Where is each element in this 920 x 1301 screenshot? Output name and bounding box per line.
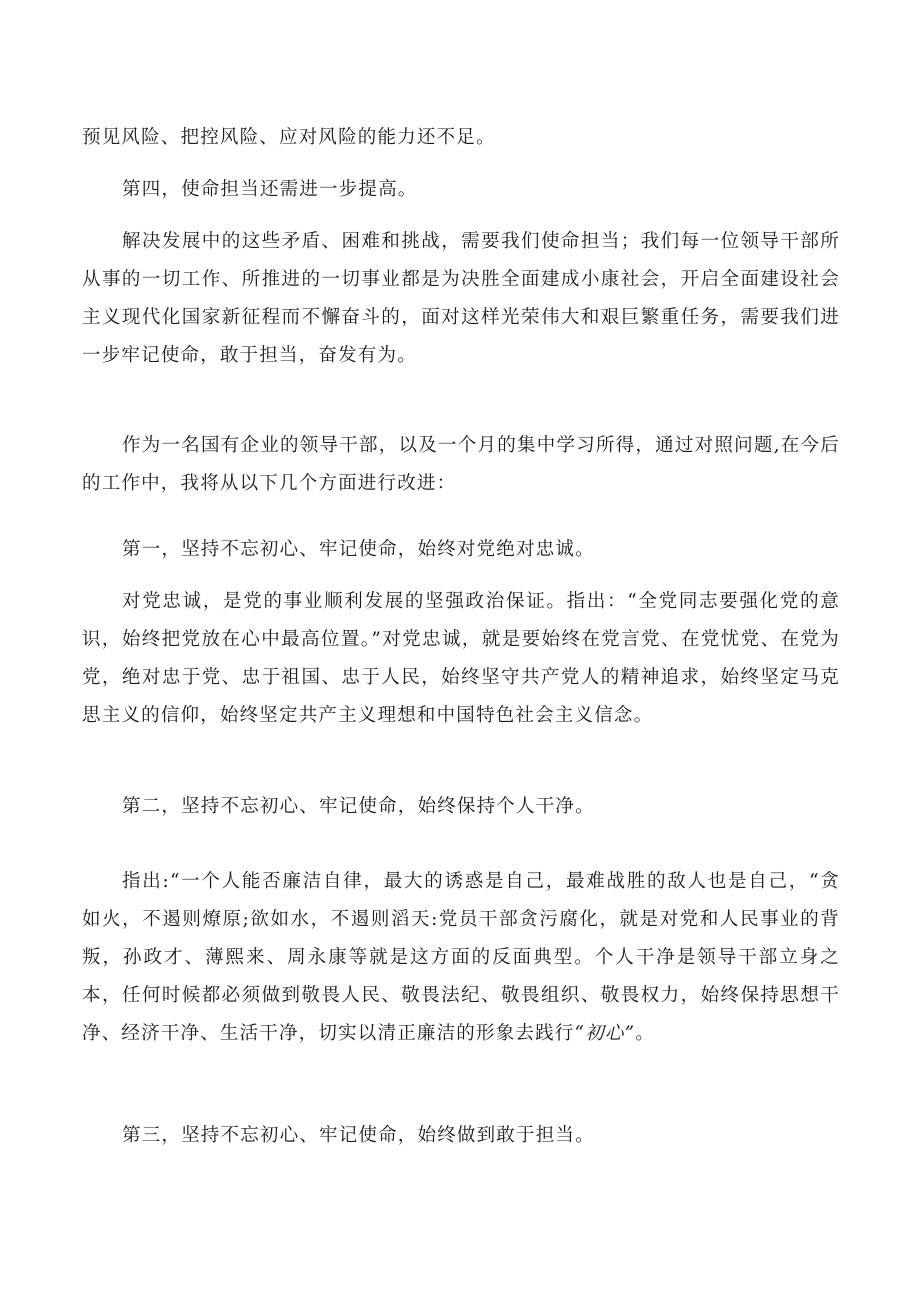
paragraph-9: 第三，坚持不忘初心、牢记使命，始终做到敢于担当。	[122, 1125, 595, 1146]
paragraph-6: 对党忠诚，是党的事业顺利发展的坚强政治保证。指出：“全党同志要强化党的意识，始终把党放在心中最高位置。”对党忠诚，就是要始终在党言党、在党忧党、在党为党，绝对忠于党、忠于祖国、忠于人民，始终坚守共产党人的精神追求，始终坚定马克思主义的信仰，始终坚定共产主义理想和中国特色社会主义信念。	[82, 591, 840, 726]
paragraph-2: 第四，使命担当还需进一步提高。	[122, 179, 418, 200]
paragraph-3: 解决发展中的这些矛盾、困难和挑战，需要我们使命担当；我们每一位领导干部所从事的一切工作、所推进的一切事业都是为决胜全面建成小康社会，开启全面建设社会主义现代化国家新征程而不懈奋斗的，面对这样光荣伟大和艰巨繁重任务，需要我们进一步牢记使命，敢于担当，奋发有为。	[82, 231, 840, 366]
paragraph-8-end: 。	[635, 1023, 655, 1044]
paragraph-5: 第一，坚持不忘初心、牢记使命，始终对党绝对忠诚。	[122, 539, 595, 560]
paragraph-1: 预见风险、把控风险、应对风险的能力还不足。	[82, 127, 496, 148]
paragraph-7: 第二，坚持不忘初心、牢记使命，始终保持个人干净。	[122, 796, 595, 817]
paragraph-8-italic: “初心”	[574, 1023, 636, 1044]
paragraph-8-main: 指出:“一个人能否廉洁自律，最大的诱惑是自己，最难战胜的敌人也是自己，“贪如火，不遏则燎原;欲如水，不遏则滔天:党员干部贪污腐化，就是对党和人民事业的背叛，孙政才、薄熙来、周永康等就是这方面的反面典型。个人干净是领导干部立身之本，任何时候都必须做到敬畏人民、敬畏法纪、敬畏组织、敬畏权力，始终保持思想干净、经济干净、生活干净，切实以清正廉洁的形象去践行	[82, 871, 840, 1044]
paragraph-8	[82, 863, 840, 1053]
paragraph-4: 作为一名国有企业的领导干部，以及一个月的集中学习所得，通过对照问题,在今后的工作中，我将从以下几个方面进行改进：	[82, 435, 840, 494]
